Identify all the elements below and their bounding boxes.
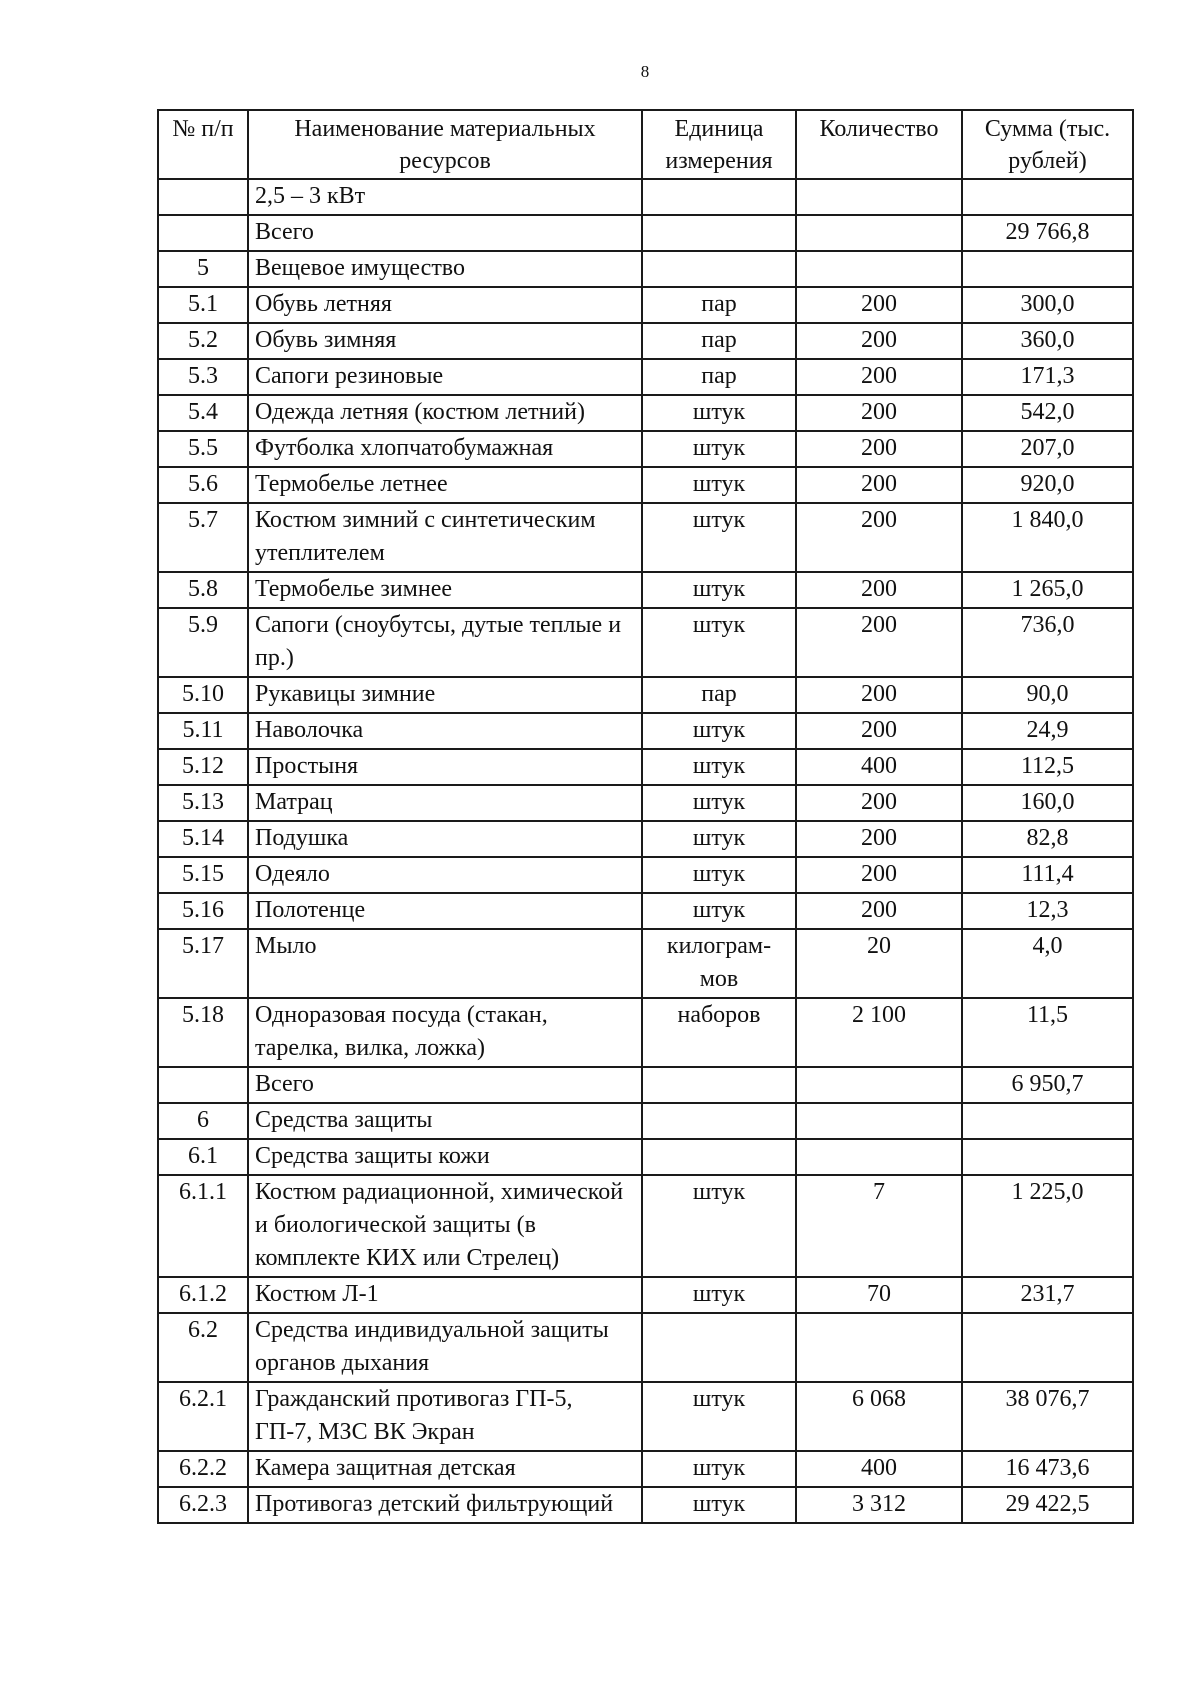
cell-unit: штук — [642, 395, 796, 431]
cell-unit: штук — [642, 1175, 796, 1277]
cell-number: 6 — [158, 1103, 248, 1139]
cell-quantity: 200 — [796, 431, 962, 467]
cell-name: Костюм Л-1 — [248, 1277, 642, 1313]
cell-name: Костюм зимний с синтетическим утеплителем — [248, 503, 642, 572]
cell-sum: 4,0 — [962, 929, 1133, 998]
cell-quantity: 400 — [796, 749, 962, 785]
table-row — [158, 467, 1133, 503]
table-row — [158, 857, 1133, 893]
cell-number: 6.2 — [158, 1313, 248, 1382]
cell-sum — [962, 179, 1133, 215]
cell-quantity: 3 312 — [796, 1487, 962, 1523]
cell-unit: штук — [642, 749, 796, 785]
cell-sum — [962, 251, 1133, 287]
table-row — [158, 1451, 1133, 1487]
table-row — [158, 929, 1133, 998]
cell-quantity: 200 — [796, 821, 962, 857]
cell-number: 5.18 — [158, 998, 248, 1067]
cell-quantity: 200 — [796, 503, 962, 572]
cell-unit: штук — [642, 1451, 796, 1487]
cell-quantity: 200 — [796, 608, 962, 677]
header-name: Наименование материальных ресурсов — [248, 110, 642, 179]
cell-number: 5.13 — [158, 785, 248, 821]
cell-quantity — [796, 179, 962, 215]
table-row — [158, 179, 1133, 215]
table-row — [158, 1067, 1133, 1103]
cell-sum: 29 766,8 — [962, 215, 1133, 251]
table-row — [158, 572, 1133, 608]
cell-name: Мыло — [248, 929, 642, 998]
table-row — [158, 1382, 1133, 1451]
cell-sum — [962, 1313, 1133, 1382]
cell-unit — [642, 251, 796, 287]
cell-unit: штук — [642, 713, 796, 749]
cell-unit: штук — [642, 1487, 796, 1523]
cell-number: 5.6 — [158, 467, 248, 503]
cell-name: Камера защитная детская — [248, 1451, 642, 1487]
cell-number: 6.2.2 — [158, 1451, 248, 1487]
cell-number: 5.10 — [158, 677, 248, 713]
cell-sum: 111,4 — [962, 857, 1133, 893]
cell-name: Всего — [248, 215, 642, 251]
table-row — [158, 608, 1133, 677]
cell-sum: 207,0 — [962, 431, 1133, 467]
cell-name: Всего — [248, 1067, 642, 1103]
cell-name: Одноразовая посуда (стакан, тарелка, вилка, ложка) — [248, 998, 642, 1067]
cell-unit: штук — [642, 857, 796, 893]
cell-name: Костюм радиационной, химической и биологической защиты (в комплекте КИХ или Стрелец) — [248, 1175, 642, 1277]
cell-quantity — [796, 1067, 962, 1103]
header-sum: Сумма (тыс. рублей) — [962, 110, 1133, 179]
cell-unit — [642, 1103, 796, 1139]
cell-sum: 920,0 — [962, 467, 1133, 503]
cell-unit — [642, 1067, 796, 1103]
cell-name: 2,5 – 3 кВт — [248, 179, 642, 215]
cell-quantity: 70 — [796, 1277, 962, 1313]
cell-name: Простыня — [248, 749, 642, 785]
cell-name: Полотенце — [248, 893, 642, 929]
cell-number: 5.7 — [158, 503, 248, 572]
table-row — [158, 821, 1133, 857]
table-row — [158, 1139, 1133, 1175]
resources-table — [157, 109, 1134, 1524]
cell-name: Сапоги резиновые — [248, 359, 642, 395]
cell-sum: 112,5 — [962, 749, 1133, 785]
cell-number: 6.1.2 — [158, 1277, 248, 1313]
cell-unit: штук — [642, 785, 796, 821]
cell-unit — [642, 215, 796, 251]
cell-unit: штук — [642, 1382, 796, 1451]
cell-number: 5.4 — [158, 395, 248, 431]
cell-number: 6.1 — [158, 1139, 248, 1175]
cell-sum: 1 840,0 — [962, 503, 1133, 572]
cell-name: Термобелье летнее — [248, 467, 642, 503]
table-row — [158, 287, 1133, 323]
cell-quantity — [796, 215, 962, 251]
cell-name: Рукавицы зимние — [248, 677, 642, 713]
cell-sum: 542,0 — [962, 395, 1133, 431]
cell-name: Средства индивидуальной защиты органов дыхания — [248, 1313, 642, 1382]
table-row — [158, 395, 1133, 431]
cell-number: 6.1.1 — [158, 1175, 248, 1277]
cell-quantity — [796, 1139, 962, 1175]
table-row — [158, 785, 1133, 821]
cell-quantity: 200 — [796, 857, 962, 893]
cell-name: Средства защиты кожи — [248, 1139, 642, 1175]
cell-unit: штук — [642, 431, 796, 467]
cell-unit: пар — [642, 287, 796, 323]
cell-quantity: 200 — [796, 572, 962, 608]
cell-unit: штук — [642, 608, 796, 677]
cell-sum: 12,3 — [962, 893, 1133, 929]
cell-unit: наборов — [642, 998, 796, 1067]
cell-number: 5.9 — [158, 608, 248, 677]
header-row — [158, 110, 1133, 179]
cell-name: Одежда летняя (костюм летний) — [248, 395, 642, 431]
cell-sum — [962, 1103, 1133, 1139]
cell-number: 5.5 — [158, 431, 248, 467]
cell-number: 5 — [158, 251, 248, 287]
cell-sum: 160,0 — [962, 785, 1133, 821]
cell-number — [158, 215, 248, 251]
cell-quantity: 200 — [796, 287, 962, 323]
table-row — [158, 251, 1133, 287]
cell-quantity: 200 — [796, 323, 962, 359]
table-row — [158, 1103, 1133, 1139]
cell-name: Средства защиты — [248, 1103, 642, 1139]
table-row — [158, 893, 1133, 929]
table-row — [158, 1313, 1133, 1382]
cell-unit — [642, 1139, 796, 1175]
cell-sum: 300,0 — [962, 287, 1133, 323]
cell-sum — [962, 1139, 1133, 1175]
cell-unit: штук — [642, 572, 796, 608]
table-row — [158, 1487, 1133, 1523]
cell-name: Матрац — [248, 785, 642, 821]
cell-number: 5.2 — [158, 323, 248, 359]
table-row — [158, 1277, 1133, 1313]
cell-name: Обувь летняя — [248, 287, 642, 323]
cell-name: Вещевое имущество — [248, 251, 642, 287]
cell-unit: штук — [642, 893, 796, 929]
cell-quantity — [796, 251, 962, 287]
table-row — [158, 713, 1133, 749]
cell-quantity: 200 — [796, 467, 962, 503]
cell-number: 5.12 — [158, 749, 248, 785]
header-qty: Количество — [796, 110, 962, 179]
cell-name: Подушка — [248, 821, 642, 857]
cell-sum: 90,0 — [962, 677, 1133, 713]
cell-sum: 29 422,5 — [962, 1487, 1133, 1523]
cell-unit: штук — [642, 467, 796, 503]
cell-quantity: 400 — [796, 1451, 962, 1487]
cell-sum: 1 225,0 — [962, 1175, 1133, 1277]
cell-unit: штук — [642, 821, 796, 857]
cell-number: 5.3 — [158, 359, 248, 395]
cell-sum: 171,3 — [962, 359, 1133, 395]
cell-quantity: 7 — [796, 1175, 962, 1277]
cell-unit: пар — [642, 677, 796, 713]
cell-name: Обувь зимняя — [248, 323, 642, 359]
page-number: 8 — [640, 62, 650, 81]
cell-unit: пар — [642, 359, 796, 395]
cell-number — [158, 179, 248, 215]
cell-unit: пар — [642, 323, 796, 359]
cell-sum: 16 473,6 — [962, 1451, 1133, 1487]
table-row — [158, 998, 1133, 1067]
cell-unit: штук — [642, 503, 796, 572]
cell-sum: 82,8 — [962, 821, 1133, 857]
cell-unit — [642, 1313, 796, 1382]
cell-quantity: 6 068 — [796, 1382, 962, 1451]
table-row — [158, 677, 1133, 713]
cell-unit — [642, 179, 796, 215]
cell-number: 6.2.1 — [158, 1382, 248, 1451]
cell-number: 5.14 — [158, 821, 248, 857]
cell-number — [158, 1067, 248, 1103]
cell-quantity: 2 100 — [796, 998, 962, 1067]
cell-name: Футболка хлопчатобумажная — [248, 431, 642, 467]
cell-quantity: 200 — [796, 785, 962, 821]
table-row — [158, 1175, 1133, 1277]
header-unit: Единица измерения — [642, 110, 796, 179]
cell-number: 5.8 — [158, 572, 248, 608]
cell-quantity — [796, 1103, 962, 1139]
cell-unit: килограм-мов — [642, 929, 796, 998]
cell-sum: 38 076,7 — [962, 1382, 1133, 1451]
cell-sum: 231,7 — [962, 1277, 1133, 1313]
cell-sum: 736,0 — [962, 608, 1133, 677]
cell-quantity — [796, 1313, 962, 1382]
table-row — [158, 323, 1133, 359]
cell-sum: 6 950,7 — [962, 1067, 1133, 1103]
cell-quantity: 20 — [796, 929, 962, 998]
cell-sum: 360,0 — [962, 323, 1133, 359]
table-row — [158, 749, 1133, 785]
cell-quantity: 200 — [796, 713, 962, 749]
cell-number: 5.11 — [158, 713, 248, 749]
cell-number: 5.15 — [158, 857, 248, 893]
table-row — [158, 503, 1133, 572]
cell-sum: 1 265,0 — [962, 572, 1133, 608]
header-num: № п/п — [158, 110, 248, 179]
cell-quantity: 200 — [796, 359, 962, 395]
cell-name: Противогаз детский фильтрующий — [248, 1487, 642, 1523]
table-row — [158, 431, 1133, 467]
cell-unit: штук — [642, 1277, 796, 1313]
table-row — [158, 215, 1133, 251]
cell-number: 5.1 — [158, 287, 248, 323]
cell-sum: 24,9 — [962, 713, 1133, 749]
cell-quantity: 200 — [796, 893, 962, 929]
cell-name: Одеяло — [248, 857, 642, 893]
cell-quantity: 200 — [796, 395, 962, 431]
cell-number: 5.16 — [158, 893, 248, 929]
cell-name: Термобелье зимнее — [248, 572, 642, 608]
cell-quantity: 200 — [796, 677, 962, 713]
cell-number: 5.17 — [158, 929, 248, 998]
cell-sum: 11,5 — [962, 998, 1133, 1067]
table-row — [158, 359, 1133, 395]
cell-name: Гражданский противогаз ГП-5, ГП-7, МЗС ВК Экран — [248, 1382, 642, 1451]
cell-number: 6.2.3 — [158, 1487, 248, 1523]
cell-name: Наволочка — [248, 713, 642, 749]
cell-name: Сапоги (сноубутсы, дутые теплые и пр.) — [248, 608, 642, 677]
